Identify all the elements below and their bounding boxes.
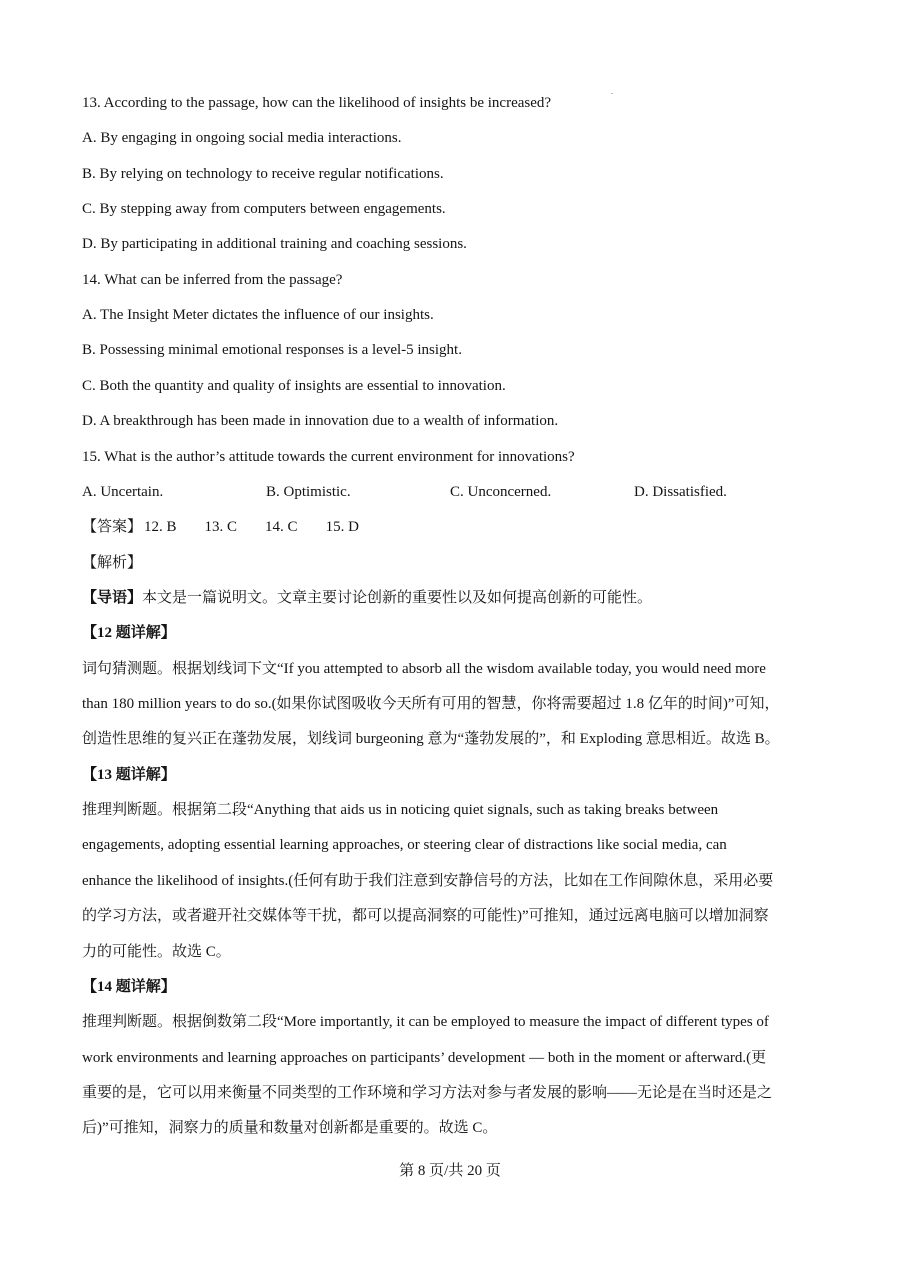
detail-13-line-3: enhance the likelihood of insights.(任何有助于我们注意到安静信号的方法，比如在工作间隙休息，采用必要	[82, 873, 774, 889]
page-number-footer: 第 8 页/共 20 页	[399, 1163, 501, 1179]
detail-13-line-5: 力的可能性。故选 C。	[82, 944, 231, 960]
q13-option-a: A. By engaging in ongoing social media interactions.	[82, 130, 402, 146]
q15-options-row	[82, 481, 822, 503]
answer-label: 【答案】	[82, 519, 143, 535]
scan-speck	[611, 93, 613, 94]
q14-option-a: A. The Insight Meter dictates the influence of our insights.	[82, 307, 434, 323]
q14-option-b: B. Possessing minimal emotional responses is a level-5 insight.	[82, 342, 462, 358]
question-13: 13. According to the passage, how can the likelihood of insights be increased?	[82, 95, 552, 111]
guide-text: 本文是一篇说明文。文章主要讨论创新的重要性以及如何提高创新的可能性。	[142, 590, 653, 606]
detail-12-line-2: than 180 million years to do so.(如果你试图吸收今天所有可用的智慧，你将需要超过 1.8 亿年的时间)”可知，	[82, 696, 780, 712]
detail-12-line-3: 创造性思维的复兴正在蓬勃发展，划线词 burgeoning 意为“蓬勃发展的”，和 Exploding 意思相近。故选 B。	[82, 731, 780, 747]
detail-14-line-1: 推理判断题。根据倒数第二段“More importantly, it can be employed to measure the impact of different types of	[82, 1014, 769, 1030]
q15-option-d: D. Dissatisfied.	[634, 484, 727, 500]
answer-14: 14. C	[265, 519, 298, 535]
answer-12: 12. B	[144, 519, 177, 535]
detail-14-heading: 【14 题详解】	[82, 979, 176, 995]
answer-13: 13. C	[204, 519, 238, 535]
detail-12-line-1: 词句猜测题。根据划线词下文“If you attempted to absorb all the wisdom available today, you would need more	[82, 661, 766, 677]
q13-option-d: D. By participating in additional training and coaching sessions.	[82, 236, 467, 252]
detail-13-line-1: 推理判断题。根据第二段“Anything that aids us in noticing quiet signals, such as taking breaks between	[82, 802, 719, 818]
detail-14-line-3: 重要的是，它可以用来衡量不同类型的工作环境和学习方法对参与者发展的影响——无论是在当时还是之	[82, 1085, 773, 1101]
q13-option-b: B. By relying on technology to receive regular notifications.	[82, 166, 444, 182]
analysis-label: 【解析】	[82, 555, 143, 571]
detail-13-heading: 【13 题详解】	[82, 767, 176, 783]
detail-13-line-4: 的学习方法，或者避开社交媒体等干扰，都可以提高洞察的可能性)”可推知，通过远离电脑可以增加洞察	[82, 908, 769, 924]
q15-option-c: C. Unconcerned.	[450, 484, 552, 500]
q14-option-d: D. A breakthrough has been made in innovation due to a wealth of information.	[82, 413, 559, 429]
answer-key	[82, 516, 387, 538]
q13-option-c: C. By stepping away from computers between engagements.	[82, 201, 446, 217]
q15-option-b: B. Optimistic.	[266, 484, 351, 500]
answer-15: 15. D	[325, 519, 359, 535]
q14-option-c: C. Both the quantity and quality of insights are essential to innovation.	[82, 378, 506, 394]
detail-12-heading: 【12 题详解】	[82, 625, 176, 641]
detail-14-line-4: 后)”可推知，洞察力的质量和数量对创新都是重要的。故选 C。	[82, 1120, 498, 1136]
question-14: 14. What can be inferred from the passage?	[82, 272, 343, 288]
guide-label: 【导语】	[82, 590, 143, 606]
guide-paragraph	[82, 587, 652, 609]
q15-option-a: A. Uncertain.	[82, 484, 164, 500]
detail-14-line-2: work environments and learning approaches on participants’ development — both in the moment or afterward.(更	[82, 1050, 767, 1066]
question-15: 15. What is the author’s attitude towards the current environment for innovations?	[82, 449, 575, 465]
detail-13-line-2: engagements, adopting essential learning approaches, or steering clear of distractions like social media, can	[82, 837, 727, 853]
